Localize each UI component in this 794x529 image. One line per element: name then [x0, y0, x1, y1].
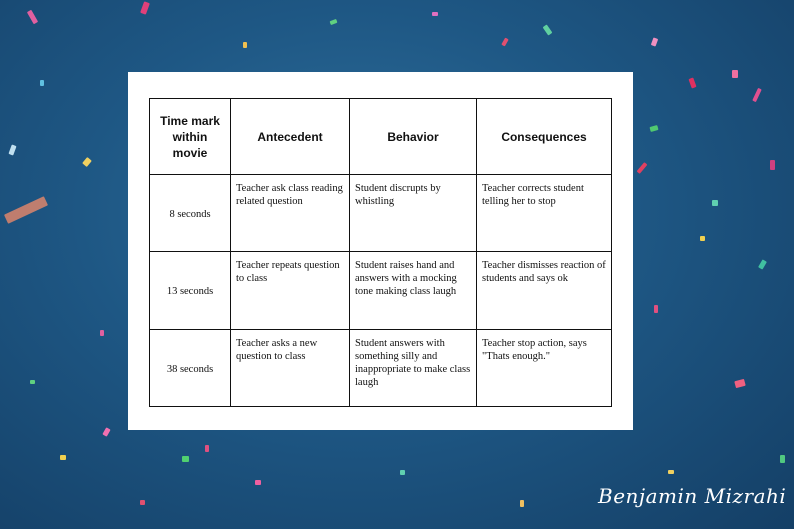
confetti-piece — [520, 500, 524, 507]
confetti-piece — [649, 125, 658, 132]
abc-chart-card — [128, 72, 633, 430]
confetti-piece — [40, 80, 44, 86]
confetti-piece — [700, 236, 705, 241]
confetti-piece — [330, 19, 338, 25]
confetti-piece — [712, 200, 718, 206]
confetti-piece — [734, 379, 745, 388]
table-row — [150, 329, 612, 406]
confetti-piece — [82, 157, 92, 167]
confetti-piece — [140, 1, 150, 14]
confetti-piece — [102, 427, 110, 436]
confetti-piece — [654, 305, 658, 313]
confetti-piece — [501, 38, 508, 47]
time-value: 38 seconds — [166, 363, 214, 375]
time-value: 8 seconds — [169, 209, 211, 221]
confetti-piece — [255, 480, 261, 485]
confetti-piece — [752, 88, 762, 102]
time-cell — [150, 252, 231, 329]
confetti-piece — [758, 259, 767, 269]
table-header-row — [150, 99, 612, 175]
confetti-piece — [651, 37, 658, 46]
header-time-mark: Time mark within movie — [150, 99, 231, 175]
consequences-cell: Teacher stop action, says "Thats enough." — [477, 329, 612, 406]
abc-table — [149, 98, 612, 407]
confetti-piece — [668, 470, 674, 474]
table-row — [150, 252, 612, 329]
confetti-piece — [770, 160, 775, 170]
confetti-piece — [543, 24, 553, 35]
antecedent-cell: Teacher asks a new question to class — [231, 329, 350, 406]
header-antecedent: Antecedent — [231, 99, 350, 175]
confetti-piece — [732, 70, 738, 78]
time-cell — [150, 329, 231, 406]
confetti-piece — [780, 455, 785, 463]
confetti-piece — [30, 380, 35, 384]
behavior-cell: Student discrupts by whistling — [350, 175, 477, 252]
confetti-piece — [182, 456, 189, 462]
table-row — [150, 175, 612, 252]
time-cell — [150, 175, 231, 252]
confetti-piece — [688, 77, 696, 88]
consequences-cell: Teacher corrects student telling her to stop — [477, 175, 612, 252]
confetti-piece — [140, 500, 145, 505]
behavior-cell: Student raises hand and answers with a mocking tone making class laugh — [350, 252, 477, 329]
confetti-piece — [400, 470, 405, 475]
confetti-piece — [637, 162, 648, 174]
confetti-piece — [8, 144, 16, 155]
time-value: 13 seconds — [166, 286, 214, 298]
header-consequences: Consequences — [477, 99, 612, 175]
behavior-cell: Student answers with something silly and inappropriate to make class laugh — [350, 329, 477, 406]
confetti-piece — [243, 42, 247, 48]
confetti-piece — [100, 330, 104, 336]
header-behavior: Behavior — [350, 99, 477, 175]
consequences-cell: Teacher dismisses reaction of students and says ok — [477, 252, 612, 329]
confetti-piece — [27, 10, 38, 25]
author-signature: Benjamin Mizrahi — [598, 484, 787, 508]
antecedent-cell: Teacher ask class reading related question — [231, 175, 350, 252]
confetti-piece — [205, 445, 209, 452]
confetti-piece — [60, 455, 66, 460]
confetti-piece — [4, 196, 48, 224]
antecedent-cell: Teacher repeats question to class — [231, 252, 350, 329]
confetti-piece — [432, 12, 438, 16]
